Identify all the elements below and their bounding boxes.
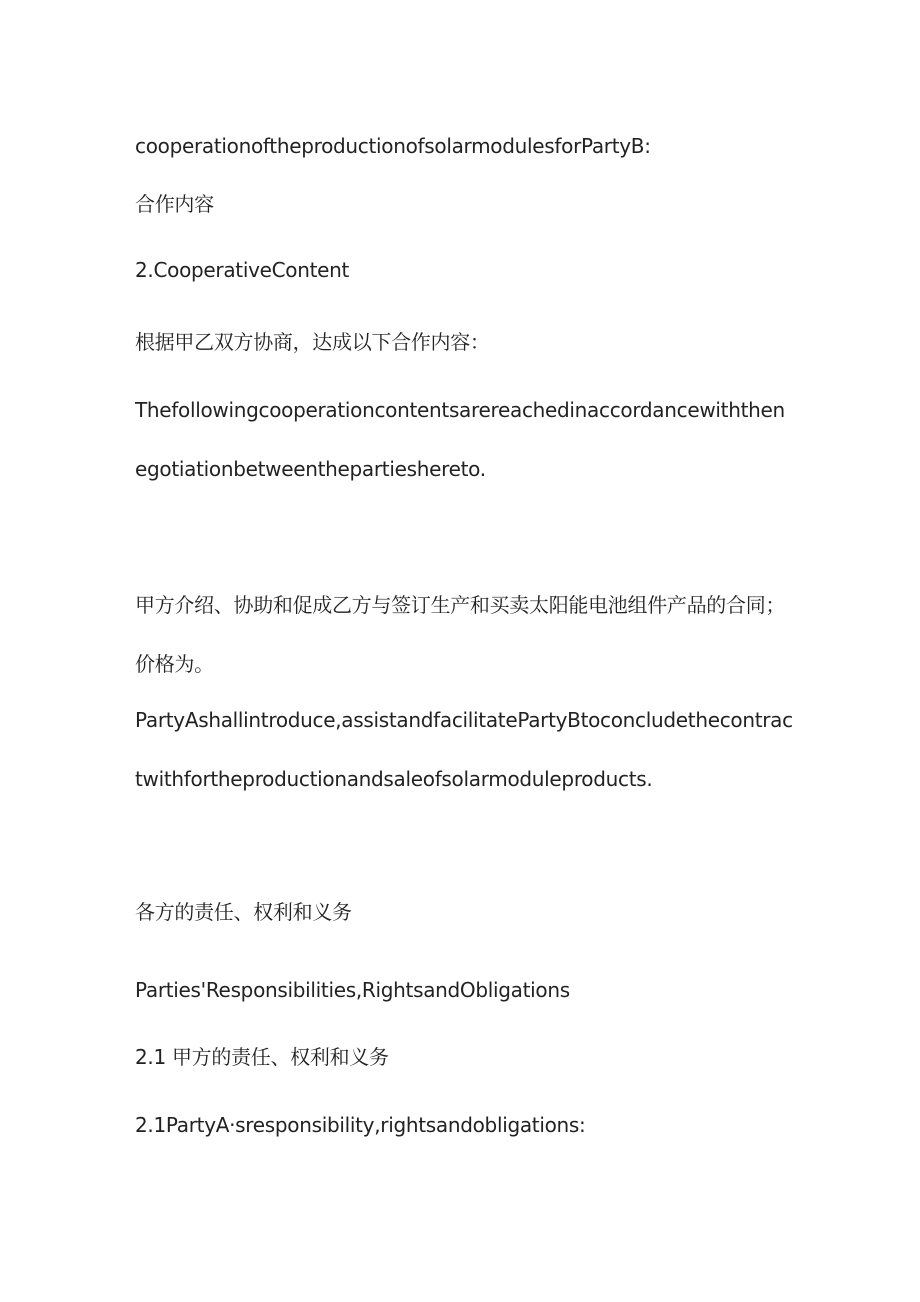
section-heading-cn: 合作内容 — [135, 192, 214, 216]
text-line: cooperationoftheproductionofsolarmodulesforPartyB: — [135, 134, 651, 158]
paragraph-cn: 根据甲乙双方协商，达成以下合作内容： — [135, 330, 490, 354]
subsection-heading-en: 2.1PartyA·sresponsibility,rightsandobligations: — [135, 1113, 586, 1137]
section-heading-en: Parties'Responsibilities,RightsandObligations — [135, 978, 570, 1002]
paragraph-en: Thefollowingcooperationcontentsarereachedinaccordancewiththenegotiationbetweenthepartieshereto. — [135, 398, 785, 481]
subsection-heading-cn: 2.1 甲方的责任、权利和义务 — [135, 1045, 389, 1069]
section-heading-cn: 各方的责任、权利和义务 — [135, 900, 352, 924]
paragraph-cn: 甲方介绍、协助和促成乙方与签订生产和买卖太阳能电池组件产品的合同；价格为。 — [135, 593, 786, 676]
paragraph-en: PartyAshallintroduce,assistandfacilitatePartyBtoconcludethecontractwithfortheproductionandsaleofsolarmoduleproducts. — [135, 708, 793, 791]
section-heading-en: 2.CooperativeContent — [135, 258, 350, 282]
